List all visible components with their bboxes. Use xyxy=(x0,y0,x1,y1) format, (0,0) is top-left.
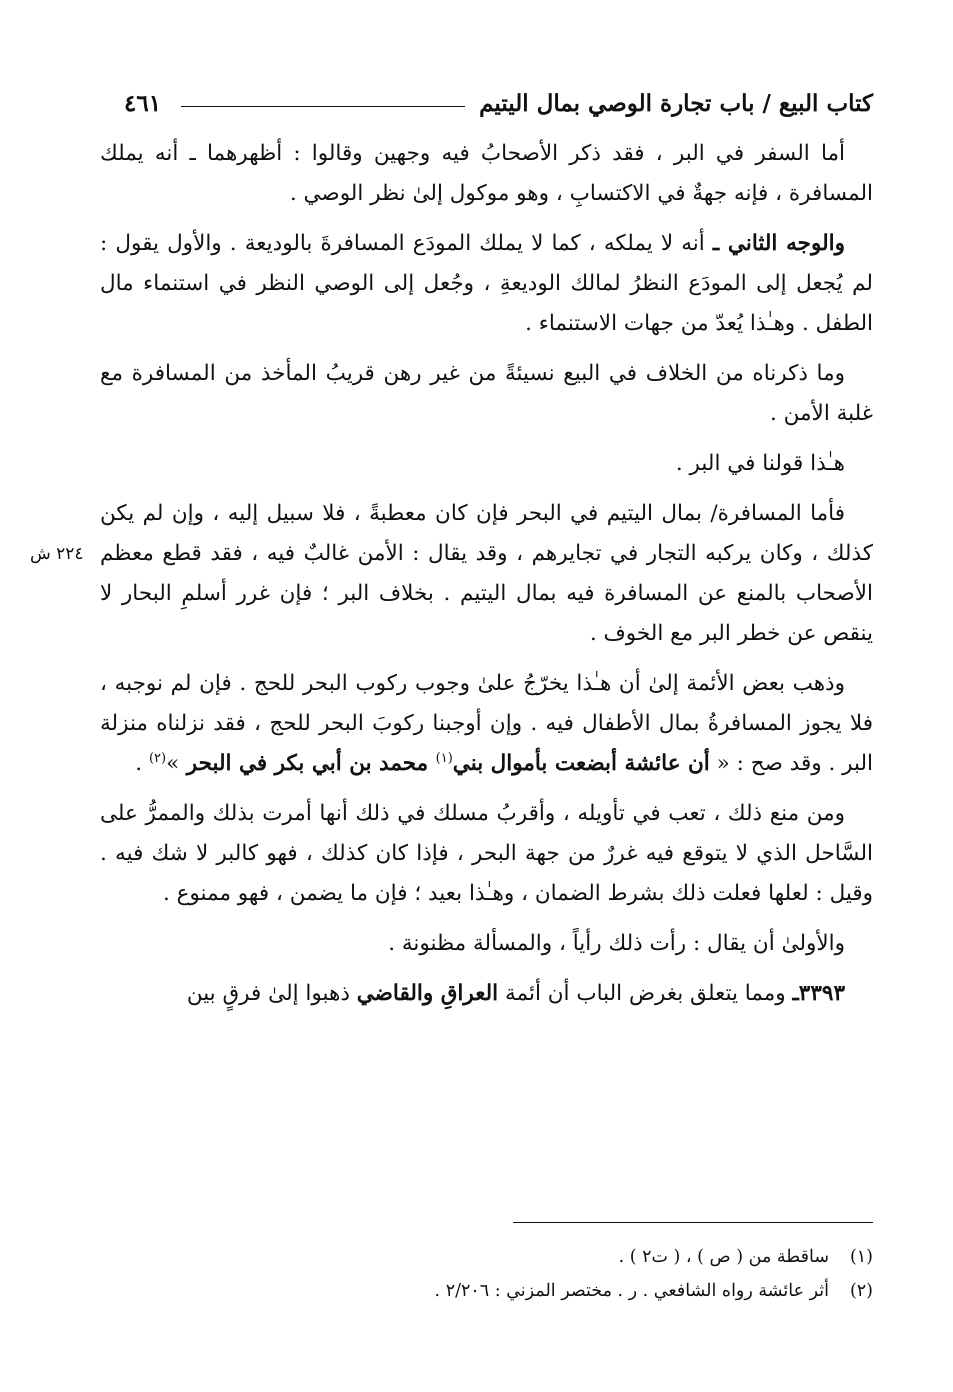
paragraph-6-text-c: . xyxy=(135,751,149,776)
footnote-number: (٢) xyxy=(849,1281,873,1301)
paragraph-9-bold-names: العراقِ والقاضي xyxy=(356,981,499,1006)
margin-folio-note: ٢٢٤ ش xyxy=(30,544,84,564)
footnote-item xyxy=(100,1274,873,1308)
page-number: ٤٦١ xyxy=(124,89,162,117)
footnote-text: ساقطة من ( ص ) ، ( ت٢ ) . xyxy=(618,1247,829,1267)
paragraph-9-text-a: ومما يتعلق بغرض الباب أن أئمة xyxy=(498,981,793,1006)
section-number: ٣٣٩٣ـ xyxy=(792,981,845,1006)
footnote-number: (١) xyxy=(849,1247,873,1267)
hadith-quote-a: أن عائشة أبضعت بأموال بني xyxy=(452,751,710,776)
header-rule xyxy=(181,106,465,107)
footnotes xyxy=(100,1240,873,1308)
paragraph-6-text-a: وذهب بعض الأئمة إلىٰ أن هـٰذا يخرّجُ علىٰ وجوب ركوب البحر للحج . فإن لم نوجبه ، فلا يجوز المسافرةُ بمال الأطفال فيه . وإن أوجبنا ركوبَ البحر للحج ، فقد نزلناه منزلة البر . وقد صح : « xyxy=(100,671,873,776)
footnote-divider xyxy=(513,1222,873,1223)
paragraph-5: فأما المسافرة/ بمال اليتيم في البحر فإن كان معطبةً ، فلا سبيل إليه ، وإن لم يكن كذلك ، وكان يركبه التجار في تجايرهم ، وقد يقال : الأمن غالبٌ فيه ، فقد قطع معظم الأصحاب بالمنع عن المسافرة فيه بمال اليتيم . بخلاف البر ؛ فإن غرر أسلمِ البحار لا ينقص عن خطر البر مع الخوف . xyxy=(100,501,873,646)
paragraph-6 xyxy=(100,664,873,784)
paragraph-8: والأولىٰ أن يقال : رأت ذلك رأياً ، والمسألة مظنونة . xyxy=(388,931,845,956)
paragraph-6-text-b: » xyxy=(166,751,180,776)
paragraph-9 xyxy=(100,974,873,1014)
footnote-ref-1: (١) xyxy=(435,750,453,766)
paragraph-1: أما السفر في البر ، فقد ذكر الأصحابُ فيه وجهين وقالوا : أظهرهما ـ أنه يملك المسافرة ، فإنه جهةٌ في الاكتسابِ ، وهو موكول إلىٰ نظر الوصي . xyxy=(100,141,873,206)
chapter-title: كتاب البيع / باب تجارة الوصي بمال اليتيم xyxy=(479,89,873,117)
paragraph-3: وما ذكرناه من الخلاف في البيع نسيئةً من غير رهن قريبُ المأخذ من المسافرة مع غلبة الأمن . xyxy=(100,361,873,426)
footnote-text: أثر عائشة رواه الشافعي . ر . مختصر المزني : ٢/٢٠٦ . xyxy=(434,1281,829,1301)
paragraph-2-heading: والوجه الثاني ـ xyxy=(712,231,845,256)
main-text xyxy=(100,134,873,1024)
hadith-quote-b: محمد بن أبي بكر في البحر xyxy=(179,751,436,776)
paragraph-2 xyxy=(100,224,873,344)
paragraph-9-text-b: ذهبوا إلىٰ فرقٍ بين xyxy=(186,981,357,1006)
footnote-ref-2: (٢) xyxy=(148,750,167,766)
footnote-item xyxy=(100,1240,873,1274)
running-header xyxy=(100,80,873,126)
paragraph-7: ومن منع ذلك ، تعب في تأويله ، وأقربُ مسلك في ذلك أنها أمرت بذلك والممرُّ على السَّاحل الذي لا يتوقع فيه غررٌ من جهة البحر ، فإذا كان كذلك ، فهو كالبر لا شك فيه . وقيل : لعلها فعلت ذلك بشرط الضمان ، وهـٰذا بعيد ؛ فإن ما يضمن ، فهو ممنوع . xyxy=(100,801,873,906)
paragraph-4: هـٰذا قولنا في البر . xyxy=(675,451,845,476)
paragraph-2-text: أنه لا يملكه ، كما لا يملك المودَع المسافرةَ بالوديعة . والأول يقول : لم يُجعل إلى المودَع النظرُ لمالك الوديعةِ ، وجُعل إلى الوصي النظر في استنماء مال الطفل . وهـٰذا يُعدّ من جهات الاستنماء . xyxy=(100,231,873,336)
